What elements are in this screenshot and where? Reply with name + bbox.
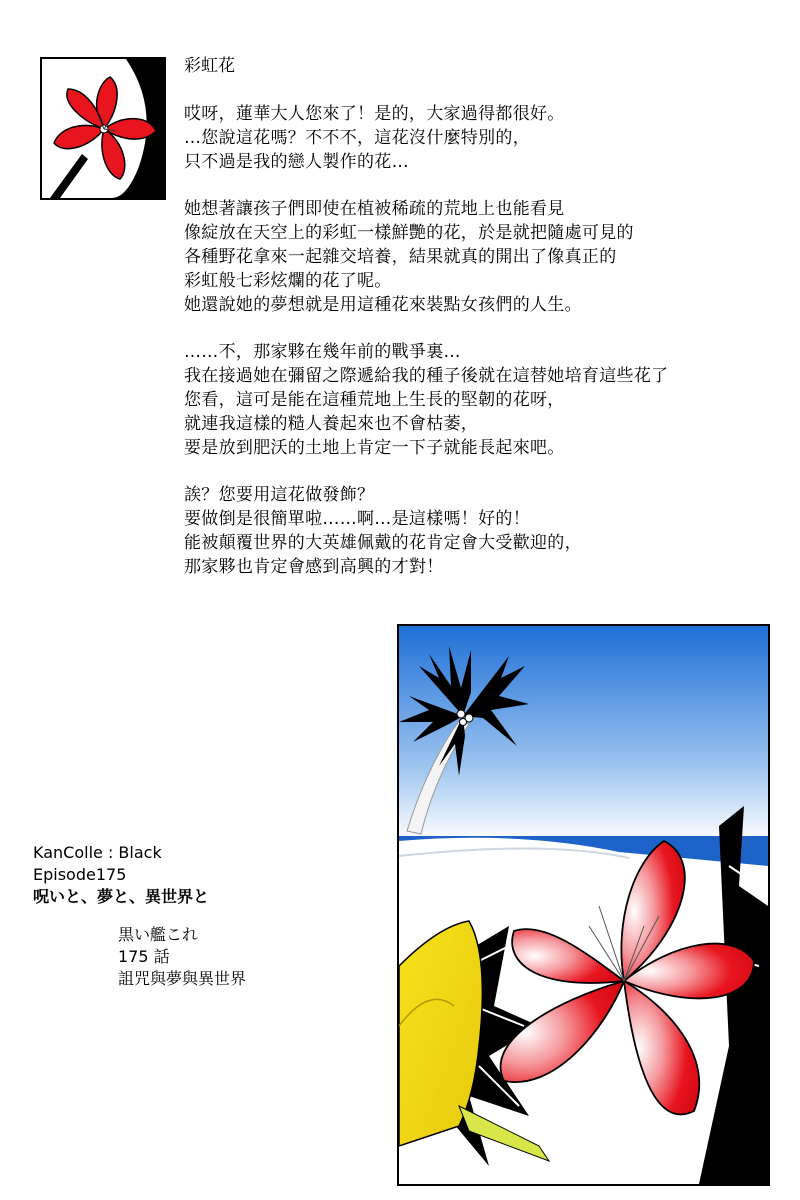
series-title-zh: 黒い艦これ (118, 925, 199, 944)
monologue-title: 彩虹花 (184, 56, 235, 76)
text-line: 像綻放在天空上的彩虹一樣鮮艷的花，於是就把隨處可見的 (184, 223, 634, 243)
text-line: 她還說她的夢想就是用這種花來裝點女孩們的人生。 (184, 295, 582, 315)
red-flower-portrait (40, 57, 166, 200)
paragraph-2 (184, 197, 784, 317)
monologue-text (184, 54, 784, 602)
text-line: 哎呀，蓮華大人您來了！是的，大家過得都很好。 (184, 104, 565, 124)
text-line: ……不，那家夥在幾年前的戰爭裏… (184, 342, 461, 362)
episode-credits (33, 842, 333, 908)
red-flower-icon (42, 59, 164, 198)
paragraph-4 (184, 483, 784, 579)
text-line: 只不過是我的戀人製作的花… (184, 152, 409, 172)
text-line: 就連我這樣的糙人養起來也不會枯萎， (184, 414, 479, 434)
text-line: 要是放到肥沃的土地上肯定一下子就能長起來吧。 (184, 438, 565, 458)
text-line: 我在接過她在彌留之際遞給我的種子後就在這替她培育這些花了 (184, 366, 669, 386)
beach-flowers-illustration (397, 624, 770, 1186)
episode-credits-zh (118, 924, 338, 990)
paragraph-1 (184, 102, 784, 174)
text-line: 彩虹般七彩炫爛的花了呢。 (184, 271, 392, 291)
episode-number-en: Episode175 (33, 865, 127, 884)
text-line: 您看，這可是能在這種荒地上生長的堅韌的花呀， (184, 390, 565, 410)
text-line: 能被顛覆世界的大英雄佩戴的花肯定會大受歡迎的， (184, 533, 582, 553)
text-line: …您說這花嗎？不不不，這花沒什麼特別的， (184, 128, 530, 148)
paragraph-3 (184, 340, 784, 460)
series-title-en: KanColle : Black (33, 843, 162, 862)
text-line: 要做倒是很簡單啦……啊…是這樣嗎！好的！ (184, 509, 530, 529)
episode-title-jp: 呪いと、夢と、異世界と (33, 887, 210, 906)
text-line: 各種野花拿來一起雜交培養，結果就真的開出了像真正的 (184, 247, 617, 267)
beach-scene (399, 626, 768, 1184)
text-line: 她想著讓孩子們即使在植被稀疏的荒地上也能看見 (184, 199, 565, 219)
episode-number-zh: 175 話 (118, 947, 170, 966)
episode-title-zh: 詛咒與夢與異世界 (118, 969, 247, 988)
text-line: 那家夥也肯定會感到高興的才對！ (184, 557, 444, 577)
text-line: 誒？您要用這花做發飾？ (184, 485, 375, 505)
